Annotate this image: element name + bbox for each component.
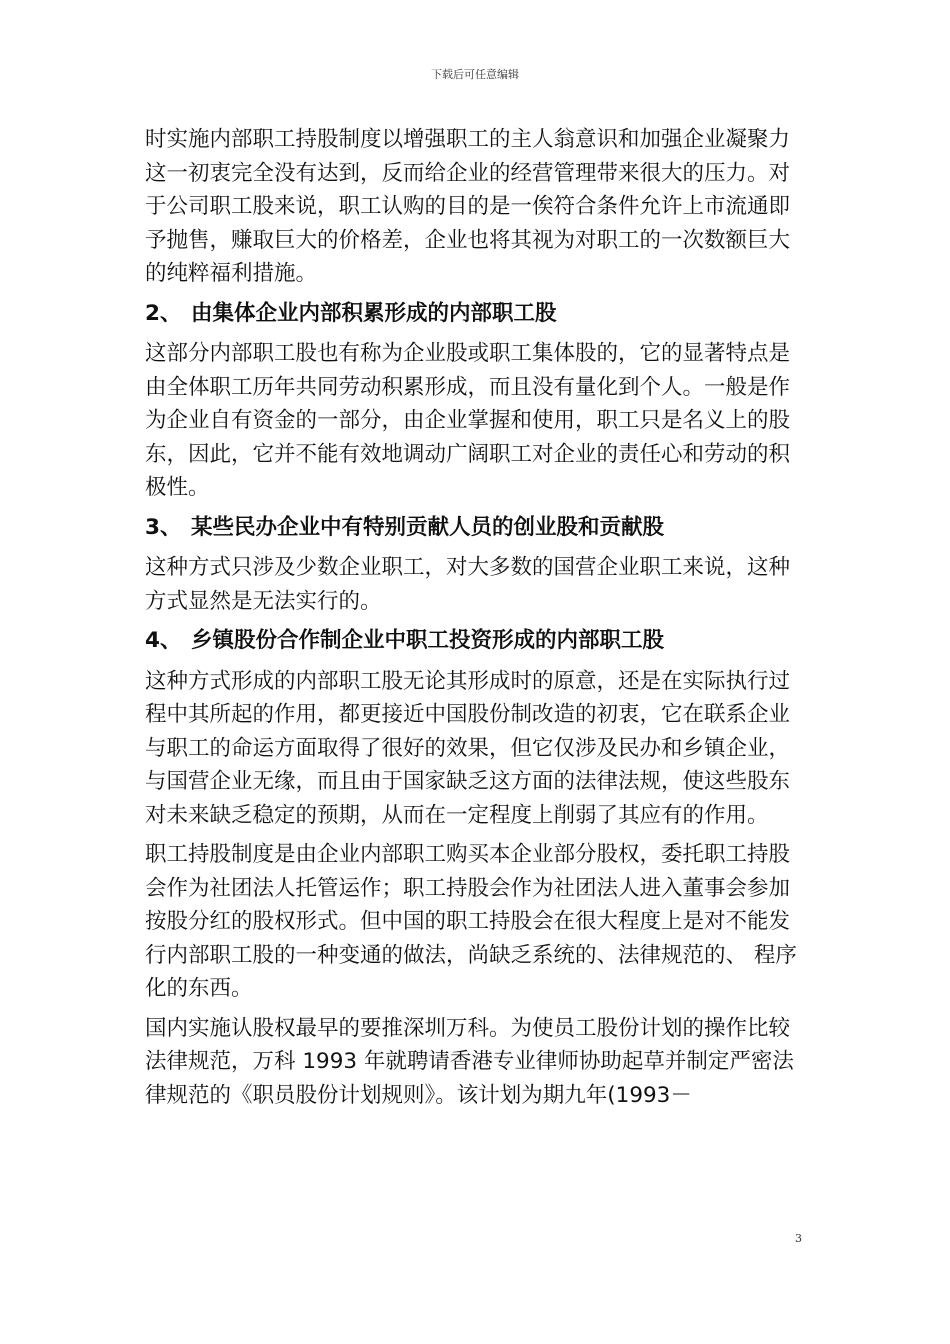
paragraph: 这部分内部职工股也有称为企业股或职工集体股的，它的显著特点是由全体职工历年共同劳动积累形成，而且没有量化到个人。一般是作为企业自有资金的一部分，由企业掌握和使用，职工只是名义上的股东，因此，它并不能有效地调动广阔职工对企业的责任心和劳动的积极性。: [145, 341, 791, 500]
section-heading: [145, 624, 805, 658]
paragraph: 职工持股制度是由企业内部职工购买本企业部分股权，委托职工持股会作为社团法人托管运作；职工持股会作为社团法人进入董事会参加按股分红的股权形式。但中国的职工持股会在很大程度上是对不能发行内部职工股的一种变通的做法，尚缺乏系统的、法律规范的、 程序化的东西。: [145, 842, 797, 1001]
page-header: 下载后可任意编辑: [431, 68, 519, 81]
section-number: 3、: [145, 514, 182, 540]
document-body: [145, 123, 805, 1118]
page-number: 3: [795, 1232, 802, 1245]
section-heading: [145, 297, 805, 331]
section-title: 由集体企业内部积累形成的内部职工股: [191, 300, 557, 326]
section-title: 某些民办企业中有特别贡献人员的创业股和贡献股: [191, 514, 665, 540]
section-heading: [145, 511, 805, 545]
section-title: 乡镇股份合作制企业中职工投资形成的内部职工股: [191, 628, 665, 653]
section-number: 2、: [145, 300, 182, 326]
section-number: 4、: [145, 628, 182, 653]
paragraph: 时实施内部职工持股制度以增强职工的主人翁意识和加强企业凝聚力这一初衷完全没有达到，反而给企业的经营管理带来很大的压力。对于公司职工股来说，职工认购的目的是一俟符合条件允许上市流通即予抛售，赚取巨大的价格差，企业也将其视为对职工的一次数额巨大的纯粹福利措施。: [145, 127, 791, 286]
paragraph: 这种方式只涉及少数企业职工，对大多数的国营企业职工来说，这种方式显然是无法实行的。: [145, 555, 791, 614]
paragraph: 这种方式形成的内部职工股无论其形成时的原意，还是在实际执行过程中其所起的作用，都更接近中国股份制改造的初衷，它在联系企业与职工的命运方面取得了很好的效果，但它仅涉及民办和乡镇企业，与国营企业无缘，而且由于国家缺乏这方面的法律法规，使这些股东对未来缺乏稳定的预期，从而在一定程度上削弱了其应有的作用。: [145, 668, 791, 828]
paragraph: 国内实施认股权最早的要推深圳万科。为使员工股份计划的操作比较法律规范，万科 1993 年就聘请香港专业律师协助起草并制定严密法律规范的《职员股份计划规则》。该计划为期九年(1993－: [145, 1015, 794, 1108]
